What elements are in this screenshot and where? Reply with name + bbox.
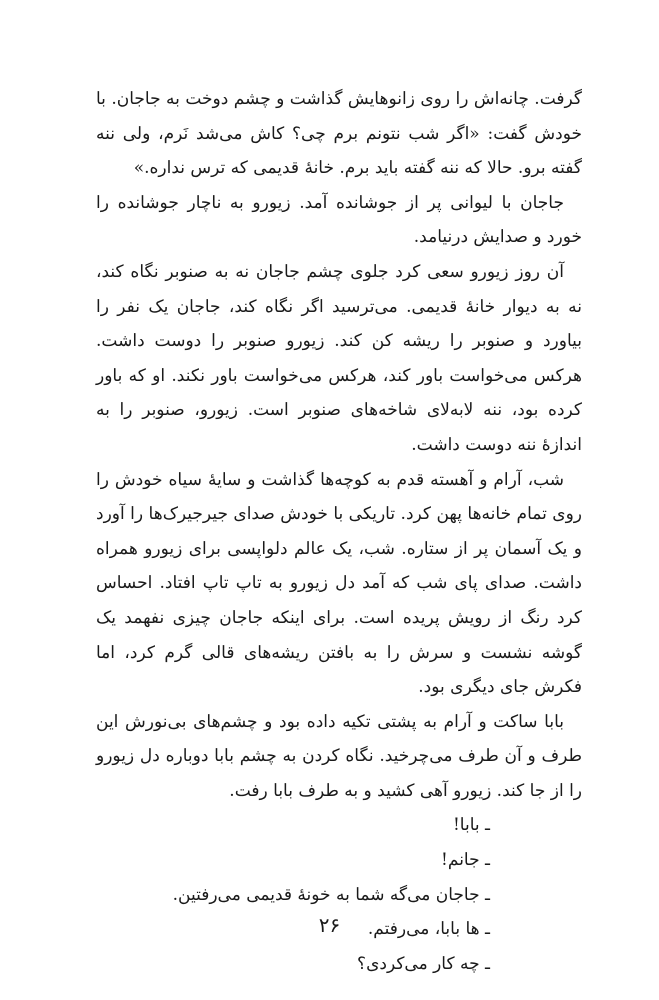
paragraph-continuation: گرفت. چانه‌اش را روی زانوهایش گذاشت و چشم دوخت به جاجان. با خودش گفت: «اگر شب نتونم برم چی؟ کاش می‌شد نَرم، ولی ننه گفته برو. حالا که ننه گفته باید برم. خانهٔ قدیمی که ترس نداره.» xyxy=(96,89,582,179)
paragraph: بابا ساکت و آرام به پشتی تکیه داده بود و چشم‌های بی‌نورش این طرف و آن طرف می‌چرخید. نگاه کردن به چشم بابا دوباره دل زیورو را از جا کند. زیورو آهی کشید و به طرف بابا رفت. xyxy=(96,711,582,801)
dialogue-line: ـ چه کار می‌کردی؟ xyxy=(357,953,490,974)
dialogue-line: ـ ها بابا، می‌رفتم. xyxy=(367,919,490,940)
page-body xyxy=(96,82,582,981)
paragraph: جاجان با لیوانی پر از جوشانده آمد. زیورو به ناچار جوشانده را خورد و صدایش درنیامد. xyxy=(96,192,582,248)
page-number: ۲۶ xyxy=(318,913,341,937)
paragraph: آن روز زیورو سعی کرد جلوی چشم جاجان نه به صنوبر نگاه کند، نه به دیوار خانهٔ قدیمی. می‌ترسید اگر نگاه کند، جاجان یک نفر را بیاورد و صنوبر را ریشه کن کند. زیورو صنوبر را دوست داشت. هرکس می‌خواست باور کند، هرکس می‌خواست باور نکند. او که باور کرده بود، ننه لا‌به‌لای شاخه‌های صنوبر است. زیورو، صنوبر را به اندازهٔ ننه دوست داشت. xyxy=(96,261,582,455)
dialogue-line: ـ جاجان می‌گه شما به خونهٔ قدیمی می‌رفتین. xyxy=(172,884,490,905)
dialogue-line: ـ جانم! xyxy=(441,850,490,871)
paragraph: شب، آرام و آهسته قدم به کوچه‌ها گذاشت و سایهٔ سیاه خودش را روی تمام خانه‌ها پهن کرد. تاریکی با خودش صدای جیرجیرک‌ها را آورد و یک آسمان پر از ستاره. شب، یک عالم دلواپسی برای زیورو همراه داشت. صدای پای شب که آمد دل زیورو به تاپ تاپ افتاد. احساس کرد رنگ از رویش پریده است. برای اینکه جاجان چیزی نفهمد یک گوشه نشست و سرش را به بافتن ریشه‌های قالی گرم کرد، اما فکرش جای دیگری بود. xyxy=(96,469,582,698)
dialogue-line: ـ بابا! xyxy=(452,815,490,836)
